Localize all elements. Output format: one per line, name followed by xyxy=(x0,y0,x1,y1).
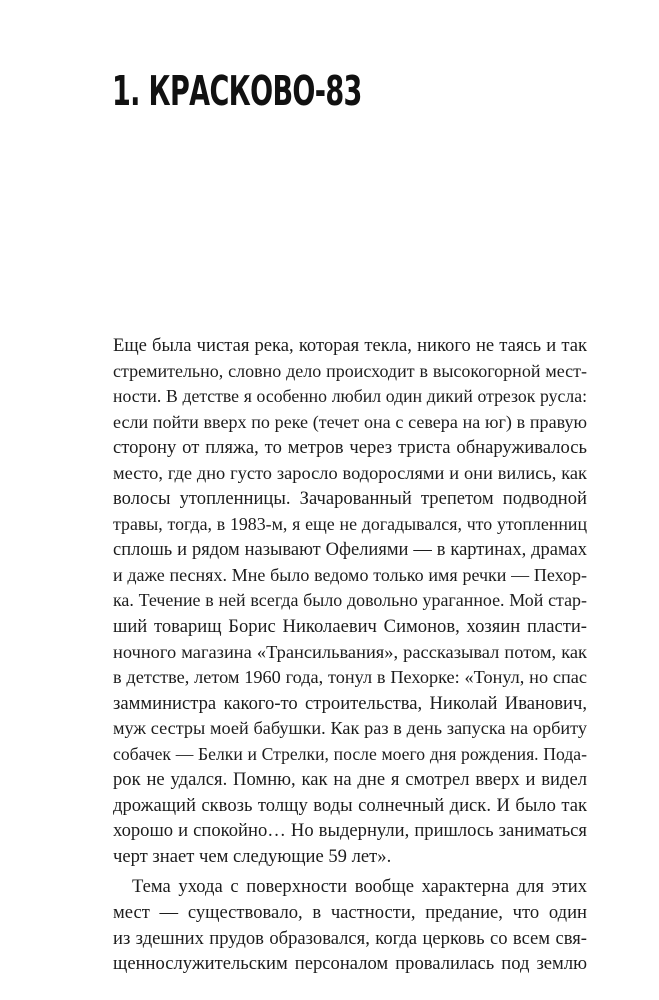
text-line: из здешних прудов образовался, когда церковь со всем свя- xyxy=(113,927,587,949)
text-line: Еще была чистая река, которая текла, никого не таясь и так xyxy=(113,335,587,356)
text-line: и даже песнях. Мне было ведомо только имя речки — Пехор- xyxy=(113,564,587,585)
text-line: ности. В детстве я особенно любил один дикий отрезок русла: xyxy=(113,386,587,407)
text-line: черт знает чем следующие 59 лет». xyxy=(113,845,392,867)
text-line: ший товарищ Борис Николаевич Симонов, хозяин пласти- xyxy=(113,616,587,638)
text-line: ка. Течение в ней всегда было довольно ураганное. Мой стар- xyxy=(113,590,587,611)
text-line: Тема ухода с поверхности вообще характерна для этих xyxy=(132,876,587,898)
text-line: щеннослужительским персоналом провалилась под землю xyxy=(113,953,587,975)
text-line: место, где дно густо заросло водорослями и они вились, как xyxy=(113,462,587,483)
text-line: мест — существовало, в частности, предание, что один xyxy=(113,902,587,924)
text-line: в детстве, летом 1960 года, тонул в Пехорке: «Тонул, но спас xyxy=(113,667,587,688)
text-line: рок не удался. Помню, как на дне я смотрел вверх и видел xyxy=(113,769,587,791)
text-line: травы, тогда, в 1983-м, я еще не догадывался, что утопленниц xyxy=(113,513,587,534)
text-line: муж сестры моей бабушки. Как раз в день запуска на орбиту xyxy=(113,718,587,739)
text-line: волосы утопленницы. Зачарованный трепетом подводной xyxy=(113,488,587,510)
text-line: собачек — Белки и Стрелки, после моего дня рождения. Пода- xyxy=(113,743,587,764)
paragraph-2 xyxy=(113,874,587,976)
chapter-title: 1. КРАСКОВО-83 xyxy=(112,67,362,115)
text-line: сплошь и рядом называют Офелиями — в картинах, драмах xyxy=(113,539,587,560)
text-line: сторону от пляжа, то метров через триста обнаруживалось xyxy=(113,437,587,459)
text-line: хорошо и спокойно… Но выдернули, пришлось заниматься xyxy=(113,820,587,842)
text-line: стремительно, словно дело происходит в высокогорной мест- xyxy=(113,360,587,381)
text-line: дрожащий сквозь толщу воды солнечный диск. И было так xyxy=(113,794,587,816)
text-line: замминистра какого-то строительства, Николай Иванович, xyxy=(113,692,587,714)
body-text xyxy=(113,333,587,977)
paragraph-1 xyxy=(113,333,587,869)
text-line: если пойти вверх по реке (течет она с севера на юг) в правую xyxy=(113,411,587,432)
text-line: ночного магазина «Трансильвания», рассказывал потом, как xyxy=(113,641,587,662)
